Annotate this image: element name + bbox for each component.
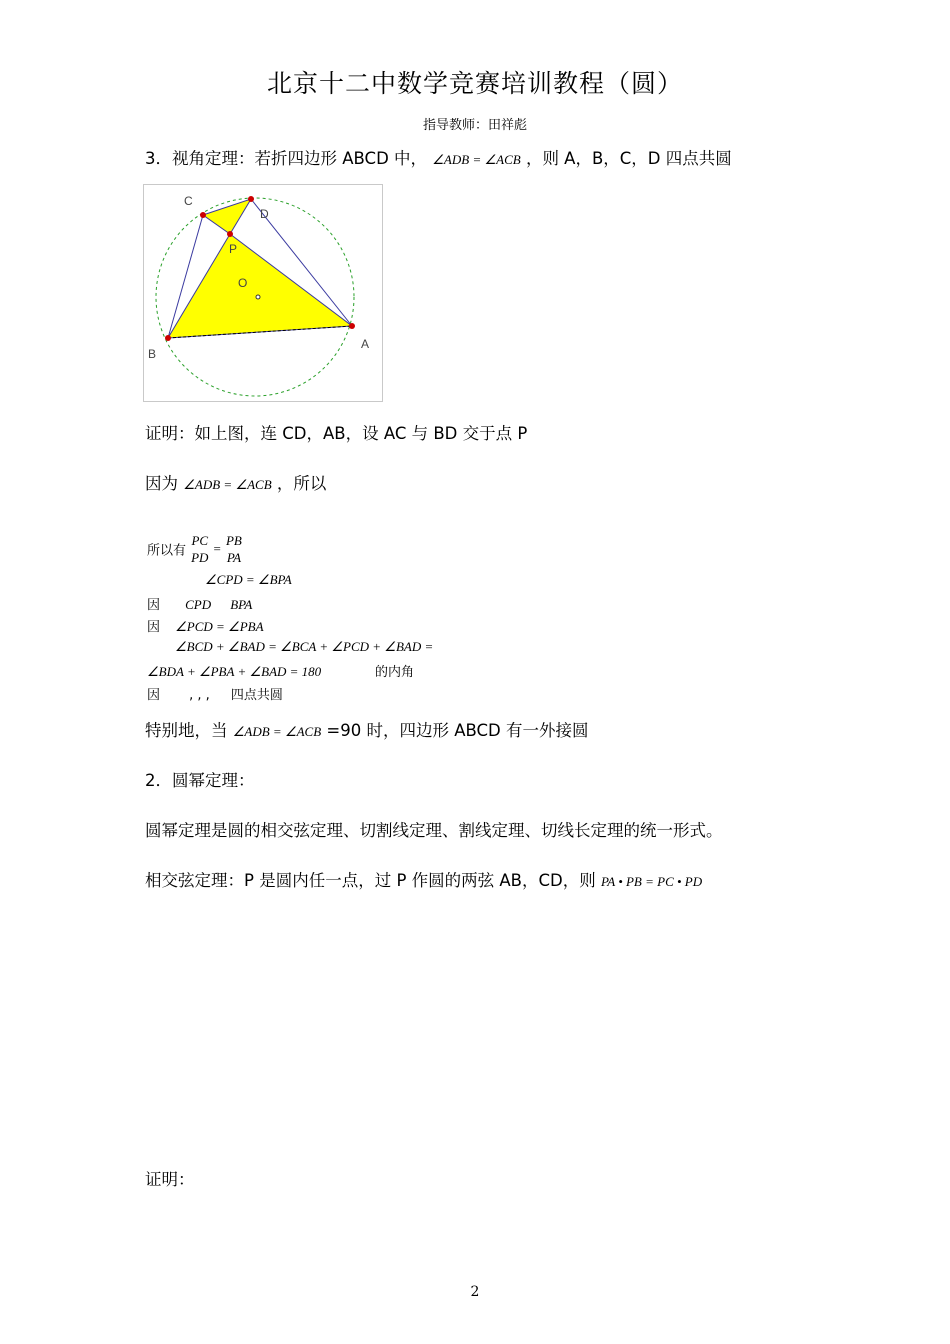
cyclic-quadrilateral-diagram: [144, 185, 382, 401]
fraction-pb-numerator: PB: [225, 533, 242, 548]
label-a: A: [361, 337, 370, 351]
special-math: ∠ADB = ∠ACB: [232, 724, 322, 739]
intersecting-chords-line: [145, 867, 702, 891]
chords-math: PA • PB = PC • PD: [600, 874, 703, 889]
triangle-cpd: [203, 199, 251, 234]
angle-sum-line-1: ∠BCD + ∠BAD = ∠BCA + ∠PCD + ∠BAD =: [175, 639, 434, 654]
special-tail: =90 时，四边形 ABCD 有一外接圆: [326, 721, 589, 740]
special-case-line: [145, 717, 589, 741]
because-line-1: [147, 594, 252, 613]
geometry-figure: [143, 184, 383, 402]
fraction-pc-numerator: PC: [191, 533, 209, 548]
because-2: 因: [147, 620, 161, 635]
fraction-pc-pd: [191, 532, 208, 566]
because-line-3: [147, 684, 283, 703]
special-lead: 特别地，当: [145, 721, 228, 740]
label-b: B: [148, 347, 157, 361]
ratio-line: [147, 532, 242, 566]
angle-pcd-pba: ∠PCD = ∠PBA: [175, 619, 264, 634]
proof-line-2-math: ∠ADB = ∠ACB: [183, 477, 272, 492]
point-b: [165, 335, 171, 341]
inner-angle-text: 的内角: [375, 665, 415, 680]
theorem-3-tail: ，则 A，B，C，D 四点共圆: [525, 149, 732, 168]
point-p: [227, 231, 233, 237]
fraction-pa-denominator: PA: [226, 550, 242, 565]
point-c: [200, 212, 206, 218]
proof-line-2: [145, 470, 326, 494]
theorem-3-lead: 3．视角定理：若折四边形 ABCD 中，: [145, 149, 428, 168]
triangle-cpd-label: CPD: [185, 597, 212, 612]
label-o: O: [238, 276, 248, 290]
page-title: 北京十二中数学竞赛培训教程（圆）: [266, 69, 683, 98]
proof-line-2-lead: 因为: [145, 474, 178, 493]
point-d: [248, 196, 254, 202]
because-3: 因: [147, 688, 161, 703]
so-have-label: 所以有: [147, 543, 187, 559]
chords-lead: 相交弦定理：P 是圆内任一点，过 P 作圆的两弦 AB，CD，则: [145, 871, 596, 890]
angle-sum-line-2: [147, 661, 415, 680]
fraction-pd-denominator: PD: [191, 550, 209, 565]
triangle-bpa-label: BPA: [230, 597, 253, 612]
proof-line-2-tail: ，所以: [276, 474, 327, 493]
fraction-equals: =: [213, 541, 221, 556]
label-d: D: [260, 207, 269, 221]
triangle-bpa: [168, 234, 352, 338]
four-points-concyclic: 四点共圆: [230, 688, 283, 703]
label-p: P: [229, 242, 238, 256]
because-1: 因: [147, 598, 161, 613]
because-line-2: [147, 616, 264, 635]
page-number: 2: [470, 1284, 480, 1300]
angle-sum-2: ∠BDA + ∠PBA + ∠BAD = 180: [147, 664, 322, 679]
point-a: [349, 323, 355, 329]
theorem-2-heading: 2．圆幂定理：: [145, 771, 255, 790]
commas: , , ,: [189, 688, 210, 703]
theorem-2-description: 圆幂定理是圆的相交弦定理、切割线定理、割线定理、切线长定理的统一形式。: [145, 821, 723, 840]
angle-cpd-bpa: ∠CPD = ∠BPA: [205, 572, 292, 587]
theorem-3-statement: [145, 145, 732, 169]
label-c: C: [184, 194, 193, 208]
instructor-line: 指导教师：田祥彪: [422, 118, 527, 133]
proof-2-label: 证明：: [145, 1170, 195, 1189]
theorem-3-condition: ∠ADB = ∠ACB: [432, 152, 521, 167]
fraction-pb-pa: [226, 532, 242, 566]
proof-line-1: 证明：如上图，连 CD，AB，设 AC 与 BD 交于点 P: [145, 424, 528, 443]
point-o: [256, 295, 260, 299]
